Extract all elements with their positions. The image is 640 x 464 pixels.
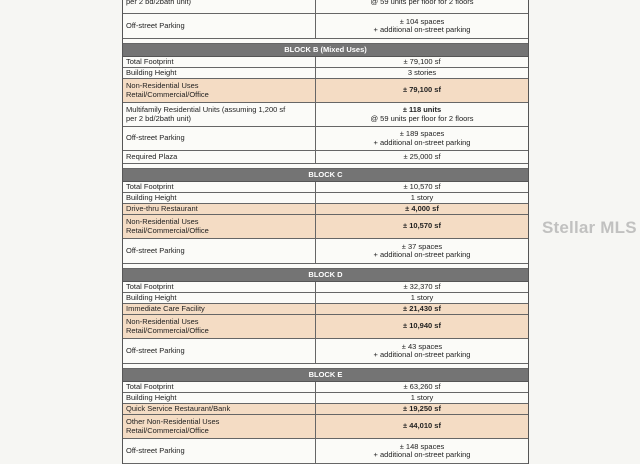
row-label: Quick Service Restaurant/Bank (126, 403, 231, 413)
row-value: @ 59 units per floor for 2 floors (370, 0, 474, 7)
block-d-header: BLOCK D (123, 269, 528, 282)
table-row-highlighted (123, 415, 528, 439)
row-value: ± 189 spaces (399, 129, 445, 138)
block-c-header: BLOCK C (123, 169, 528, 182)
row-value: ± 148 spaces (399, 441, 445, 451)
table-row-highlighted (123, 404, 528, 415)
row-label: per 2 bd/2bath unit) (126, 113, 192, 123)
row-label: Multifamily Residential Units (assuming 1,200 sf (126, 105, 286, 114)
table-row (123, 439, 528, 464)
row-label: Building Height (126, 392, 177, 402)
row-label: Immediate Care Facility (126, 303, 205, 313)
table-row (123, 57, 528, 68)
row-value: ± 44,010 sf (403, 421, 441, 431)
row-label: Retail/Commercial/Office (126, 325, 209, 335)
row-value: ± 79,100 sf (403, 56, 441, 66)
row-value: + additional on-street parking (373, 450, 471, 459)
row-label: Off-street Parking (126, 245, 185, 255)
block-b-header: BLOCK B (Mixed Uses) (123, 44, 528, 57)
table-row (123, 282, 528, 293)
row-value: ± 10,570 sf (403, 221, 441, 231)
table-row (123, 339, 528, 364)
row-label: Non-Residential Uses (126, 217, 199, 226)
row-label: Building Height (126, 292, 177, 302)
row-label: Building Height (126, 192, 177, 202)
row-value: @ 59 units per floor for 2 floors (370, 113, 474, 123)
table-row (123, 14, 528, 39)
row-label: Building Height (126, 67, 177, 77)
row-label: Retail/Commercial/Office (126, 225, 209, 235)
table-row (123, 151, 528, 164)
row-label: Non-Residential Uses (126, 81, 199, 90)
row-label: Non-Residential Uses (126, 317, 199, 326)
table-row (123, 293, 528, 304)
row-label: Retail/Commercial/Office (126, 425, 209, 435)
row-value: ± 25,000 sf (403, 151, 441, 161)
table-row (123, 193, 528, 204)
row-label: Required Plaza (126, 151, 178, 161)
row-value: 1 story (410, 292, 434, 302)
row-label: Other Non-Residential Uses (126, 417, 220, 426)
block-e-header: BLOCK E (123, 369, 528, 382)
row-value: 1 story (410, 392, 434, 402)
table-row-highlighted (123, 315, 528, 339)
row-label: Off-street Parking (126, 345, 185, 355)
table-row (123, 127, 528, 151)
row-value: ± 4,000 sf (405, 203, 439, 213)
row-label: Total Footprint (126, 281, 174, 291)
row-value: ± 104 spaces (399, 16, 445, 26)
row-value: ± 32,370 sf (403, 281, 441, 291)
row-value: ± 10,940 sf (403, 321, 441, 331)
row-label: Total Footprint (126, 181, 174, 191)
row-value: ± 63,260 sf (403, 381, 441, 391)
table-row-highlighted (123, 215, 528, 239)
table-row (123, 68, 528, 79)
row-value: ± 37 spaces (401, 241, 443, 251)
row-value: ± 19,250 sf (403, 403, 441, 413)
table-row-highlighted (123, 304, 528, 315)
row-label: Retail/Commercial/Office (126, 89, 209, 99)
row-label: Total Footprint (126, 381, 174, 391)
row-value: ± 43 spaces (401, 341, 443, 351)
row-value: 1 story (410, 192, 434, 202)
watermark: Stellar MLS (542, 218, 637, 237)
row-value: ± 21,430 sf (403, 303, 441, 313)
row-value: ± 118 units (402, 105, 442, 114)
row-value: + additional on-street parking (373, 25, 471, 34)
table-row-highlighted (123, 79, 528, 103)
table-row (123, 393, 528, 404)
row-label: Total Footprint (126, 56, 174, 66)
development-table (122, 0, 529, 464)
table-row-highlighted (123, 204, 528, 215)
row-value: + additional on-street parking (373, 250, 471, 259)
row-label: Off-street Parking (126, 20, 185, 30)
row-label: Off-street Parking (126, 445, 185, 455)
row-label: per 2 bd/2bath unit) (126, 0, 192, 7)
row-label: Drive-thru Restaurant (126, 203, 198, 213)
row-value: 3 stories (407, 67, 437, 77)
table-row (123, 182, 528, 193)
row-value: ± 10,570 sf (403, 181, 441, 191)
table-row (123, 0, 528, 14)
row-label: Off-street Parking (126, 133, 185, 143)
row-value: ± 79,100 sf (403, 85, 441, 95)
table-row (123, 382, 528, 393)
table-row (123, 103, 528, 127)
row-value: + additional on-street parking (373, 350, 471, 359)
table-row (123, 239, 528, 264)
row-value: + additional on-street parking (373, 137, 471, 147)
